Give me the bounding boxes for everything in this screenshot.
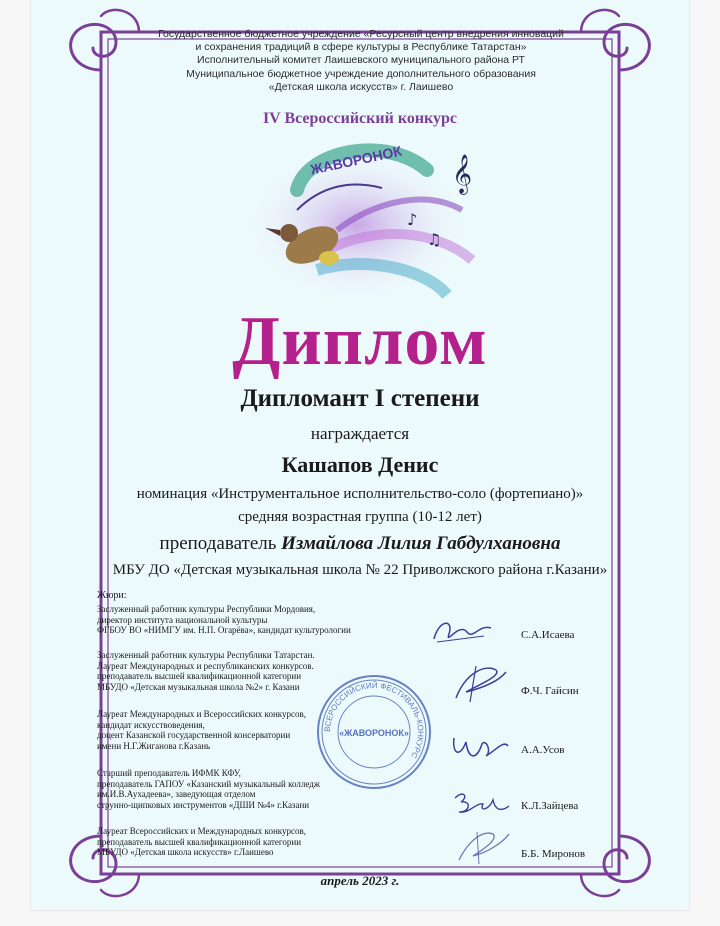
logo-text: ЖАВОРОНОК	[308, 142, 404, 178]
header-line: Исполнительный комитет Лаишевского муниципального района РТ	[197, 54, 525, 67]
organizers-header	[131, 28, 591, 94]
jury-line: Старший преподаватель ИФМК КФУ,	[97, 768, 241, 778]
jury-line: преподаватель высшей квалификационной категории	[97, 836, 302, 847]
header-line: «Детская школа искусств» г. Лаишево	[268, 80, 454, 93]
signature-zaitseva	[449, 786, 519, 822]
stamp-ring-text: ВСЕРОССИЙСКИЙ ФЕСТИВАЛЬ-КОНКУРС	[322, 680, 426, 760]
recipient-name: Кашапов Денис	[281, 452, 439, 477]
jury-line: струнно-щипковых инструментов «ДШИ №4» г.Казани	[97, 799, 310, 810]
stamp-center-text: «ЖАВОРОНОК»	[339, 728, 409, 738]
jury-name: А.А.Усов	[521, 744, 565, 756]
jury-member	[97, 604, 377, 636]
header-line: и сохранения традиций в сфере культуры в Республике Татарстан»	[195, 41, 527, 54]
music-note-icon: ♪	[407, 210, 418, 229]
music-note-icon: ♫	[427, 230, 442, 249]
jury-line: доцент Казанской государственной консерватории	[97, 730, 291, 741]
jury-line: директор института национальной культуры	[97, 614, 268, 625]
treble-clef-icon: 𝄞	[452, 154, 473, 194]
jury-line: Заслуженный работник культуры Республики Татарстан.	[97, 650, 315, 660]
jury-name: Б.Б. Миронов	[521, 848, 586, 860]
jury-title: Жюри:	[97, 590, 127, 601]
signature-usov	[446, 728, 516, 768]
diploma-sheet	[31, 0, 689, 910]
jury-line: кандидат искусствоведения,	[97, 719, 205, 730]
jury-line: преподаватель высшей квалификационной категории	[97, 671, 302, 682]
jury-line: Лауреат Международных и Всероссийских конкурсов,	[97, 709, 307, 719]
jury-line: Заслуженный работник культуры Республики Мордовия,	[97, 604, 316, 614]
awarded-label: награждается	[310, 424, 410, 443]
jury-line: МБУДО «Детская музыкальная школа №2» г. Казани	[97, 681, 300, 692]
jury-member	[97, 826, 377, 858]
age-group: средняя возрастная группа (10-12 лет)	[238, 509, 482, 525]
official-stamp	[314, 672, 434, 792]
nomination: номинация «Инструментальное исполнительство-соло (фортепиано)»	[136, 486, 584, 502]
jury-name: К.Л.Зайцева	[521, 800, 579, 812]
header-line: Муниципальное бюджетное учреждение дополнительного образования	[186, 67, 536, 80]
signature-gaisin	[446, 662, 516, 706]
lark-logo	[237, 130, 487, 305]
contest-title: IV Всероссийский конкурс	[262, 110, 458, 127]
jury-line: им.И.В.Аухадеева», заведующая отделом	[97, 789, 256, 800]
jury-line: Лауреат Всероссийских и Международных конкурсов,	[97, 826, 307, 836]
signature-isaeva	[429, 614, 499, 650]
svg-text:ВСЕРОССИЙСКИЙ ФЕСТИВАЛЬ-КОНКУР	[323, 681, 425, 760]
teacher-prefix: преподаватель	[159, 533, 277, 554]
jury-line: ФГБОУ ВО «НИМГУ им. Н.П. Огарёва», кандидат культурологии	[97, 625, 351, 636]
header-line: Государственное бюджетное учреждение «Ресурсный центр внедрения инноваций	[158, 28, 564, 40]
jury-line: преподаватель ГАПОУ «Казанский музыкальный колледж	[97, 778, 321, 789]
signature-mironov	[449, 826, 519, 866]
issue-date: апрель 2023 г.	[320, 873, 400, 888]
diploma-title: Диплом	[232, 303, 488, 380]
school: МБУ ДО «Детская музыкальная школа № 22 Приволжского района г.Казани»	[112, 562, 608, 578]
jury-line: имени Н.Г.Жиганова г.Казань	[97, 740, 211, 751]
jury-name: С.А.Исаева	[521, 629, 575, 641]
degree: Дипломант I степени	[240, 385, 480, 412]
teacher	[31, 533, 689, 555]
teacher-name: Измайлова Лилия Габдулхановна	[281, 533, 561, 554]
jury-name: Ф.Ч. Гайсин	[521, 685, 579, 697]
jury-line: МБУДО «Детская школа искусств» г.Лаишево	[97, 847, 274, 858]
jury-line: Лауреат Международных и республиканских конкурсов.	[97, 660, 314, 671]
